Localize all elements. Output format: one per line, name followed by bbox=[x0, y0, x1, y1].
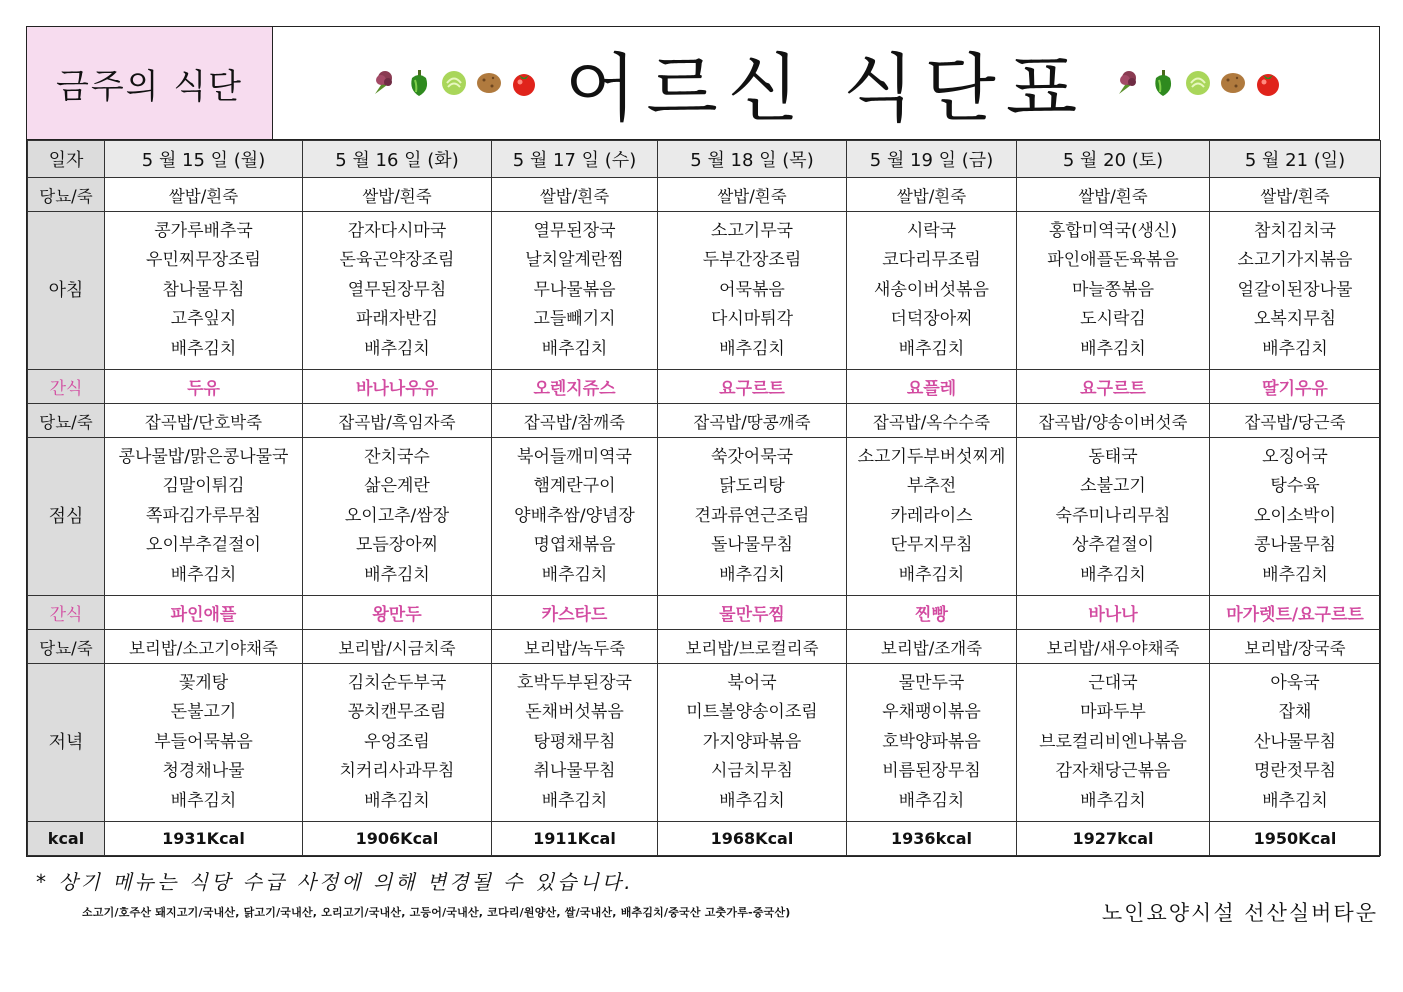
dinner-row bbox=[28, 664, 1381, 822]
dish-item: 가지양파볶음 bbox=[702, 731, 802, 752]
dish-item: 명엽채볶음 bbox=[533, 535, 616, 556]
kcal-cell: 1911Kcal bbox=[492, 822, 658, 856]
dish-item: 아욱국 bbox=[1270, 672, 1320, 693]
dish-item: 돌나물무침 bbox=[710, 535, 794, 556]
kcal-cell: 1931Kcal bbox=[105, 822, 303, 856]
dish-item: 배추김치 bbox=[364, 564, 430, 585]
lunch-row-cell bbox=[658, 438, 847, 596]
origin-text: 소고기/호주산 돼지고기/국내산, 닭고기/국내산, 오리고기/국내산, 고등어/국내산, 코다리/원양산, 쌀/국내산, 배추김치/중국산 고춧가루-중국산) bbox=[82, 906, 791, 919]
lettuce-icon bbox=[1113, 68, 1143, 98]
dish-item: 시락국 bbox=[906, 220, 957, 241]
cabbage-icon bbox=[1183, 68, 1213, 98]
dish-item: 견과류연근조림 bbox=[694, 505, 810, 526]
dish-item: 콩나물무침 bbox=[1253, 535, 1337, 556]
vegetable-group-right bbox=[1113, 68, 1283, 98]
tomato-icon bbox=[509, 68, 539, 98]
snack-cell: 바나나우유 bbox=[303, 370, 492, 404]
kcal-row bbox=[28, 822, 1381, 856]
pepper-icon bbox=[1148, 68, 1178, 98]
dish-item: 배추김치 bbox=[1262, 790, 1328, 811]
dish-item: 무나물볶음 bbox=[533, 279, 616, 300]
dish-item: 북어들깨미역국 bbox=[517, 446, 632, 467]
breakfast-row-cell bbox=[847, 212, 1017, 370]
kcal-row-label: kcal bbox=[28, 822, 105, 856]
dish-item: 배추김치 bbox=[898, 338, 965, 359]
lettuce-icon bbox=[369, 68, 399, 98]
snack-cell: 카스타드 bbox=[492, 596, 658, 630]
breakfast-row-cell bbox=[105, 212, 303, 370]
dish-item: 꽁치캔무조림 bbox=[347, 702, 447, 723]
lunch-row-cell bbox=[847, 438, 1017, 596]
dish-item: 미트볼양송이조림 bbox=[686, 702, 818, 723]
dish-item: 두부간장조림 bbox=[702, 250, 802, 271]
potato-icon bbox=[1218, 68, 1248, 98]
dish-item: 다시마튀각 bbox=[710, 309, 794, 330]
dish-item: 꽃게탕 bbox=[178, 672, 229, 693]
kcal-cell: 1936kcal bbox=[847, 822, 1017, 856]
dish-item: 마늘쫑볶음 bbox=[1071, 279, 1155, 300]
dish-item: 취나물무침 bbox=[533, 761, 616, 782]
snack-cell: 바나나 bbox=[1017, 596, 1210, 630]
kcal-cell: 1927kcal bbox=[1017, 822, 1210, 856]
dish-item: 배추김치 bbox=[541, 790, 608, 811]
snack-cell: 파인애플 bbox=[105, 596, 303, 630]
date-label: 일자 bbox=[28, 141, 105, 178]
title-row bbox=[27, 27, 1379, 140]
dish-item: 소불고기 bbox=[1080, 476, 1146, 497]
afternoon-snack-row bbox=[28, 596, 1381, 630]
lunch-porridge-row-label: 당뇨/죽 bbox=[28, 404, 105, 438]
dish-item: 청경채나물 bbox=[162, 761, 245, 782]
lunch-row bbox=[28, 438, 1381, 596]
dinner-row-label: 저녁 bbox=[28, 664, 105, 822]
breakfast-porridge-row bbox=[28, 178, 1381, 212]
dish-item: 돈채버섯볶음 bbox=[525, 702, 624, 723]
dish-item: 삶은계란 bbox=[364, 476, 430, 497]
breakfast-row-cell bbox=[1017, 212, 1210, 370]
dish-item: 호박양파볶음 bbox=[882, 731, 981, 752]
dish-item: 배추김치 bbox=[1080, 338, 1146, 359]
dish-item: 고추잎지 bbox=[170, 309, 237, 330]
dish-item: 단무지무침 bbox=[890, 535, 973, 556]
menu-sheet bbox=[26, 26, 1380, 857]
breakfast-row-cell bbox=[658, 212, 847, 370]
kcal-cell: 1950Kcal bbox=[1210, 822, 1381, 856]
dish-item: 우채팽이볶음 bbox=[882, 702, 981, 723]
day-header: 5 월 18 일 (목) bbox=[658, 141, 847, 178]
breakfast-row-cell bbox=[303, 212, 492, 370]
dinner-row-cell bbox=[658, 664, 847, 822]
porridge-cell: 잡곡밥/흑임자죽 bbox=[303, 404, 492, 438]
dish-item: 코다리무조림 bbox=[882, 250, 981, 271]
dish-item: 닭도리탕 bbox=[719, 476, 785, 497]
dish-item: 쑥갓어묵국 bbox=[710, 446, 794, 467]
dish-item: 배추김치 bbox=[1262, 564, 1328, 585]
dish-item: 배추김치 bbox=[170, 564, 237, 585]
porridge-cell: 쌀밥/흰죽 bbox=[105, 178, 303, 212]
facility-name: 노인요양시설 선산실버타운 bbox=[1101, 901, 1378, 925]
lunch-porridge-row bbox=[28, 404, 1381, 438]
dish-item: 우민찌무장조림 bbox=[146, 250, 261, 271]
dish-item: 배추김치 bbox=[541, 564, 608, 585]
dish-item: 콩가루배추국 bbox=[154, 220, 253, 241]
porridge-cell: 보리밥/녹두죽 bbox=[492, 630, 658, 664]
snack-cell: 왕만두 bbox=[303, 596, 492, 630]
snack-cell: 요플레 bbox=[847, 370, 1017, 404]
dish-item: 배추김치 bbox=[170, 338, 237, 359]
dish-item: 파래자반김 bbox=[355, 309, 439, 330]
dish-item: 더덕장아찌 bbox=[890, 309, 973, 330]
dish-item: 호박두부된장국 bbox=[517, 672, 632, 693]
morning-snack-row bbox=[28, 370, 1381, 404]
dish-item: 배추김치 bbox=[364, 790, 430, 811]
porridge-cell: 보리밥/브로컬리죽 bbox=[658, 630, 847, 664]
day-header: 5 월 16 일 (화) bbox=[303, 141, 492, 178]
lunch-row-cell bbox=[1210, 438, 1381, 596]
dish-item: 탕평채무침 bbox=[533, 731, 616, 752]
dish-item: 돈육곤약장조림 bbox=[339, 250, 455, 271]
dish-item: 콩나물밥/맑은콩나물국 bbox=[118, 446, 289, 467]
dish-item: 오이부추겉절이 bbox=[146, 535, 261, 556]
dinner-row-cell bbox=[1017, 664, 1210, 822]
lunch-row-cell bbox=[105, 438, 303, 596]
dish-item: 부추전 bbox=[906, 476, 957, 497]
dinner-row-cell bbox=[105, 664, 303, 822]
lunch-row-cell bbox=[1017, 438, 1210, 596]
snack-cell: 찐빵 bbox=[847, 596, 1017, 630]
lunch-row-cell bbox=[492, 438, 658, 596]
porridge-cell: 보리밥/시금치죽 bbox=[303, 630, 492, 664]
cabbage-icon bbox=[439, 68, 469, 98]
dish-item: 잔치국수 bbox=[364, 446, 430, 467]
dish-item: 배추김치 bbox=[1080, 790, 1146, 811]
dinner-row-cell bbox=[847, 664, 1017, 822]
dish-item: 우엉조림 bbox=[364, 731, 430, 752]
dish-item: 명란젓무침 bbox=[1253, 761, 1337, 782]
dinner-porridge-row-label: 당뇨/죽 bbox=[28, 630, 105, 664]
dish-item: 비름된장무침 bbox=[882, 761, 981, 782]
dish-item: 부들어묵볶음 bbox=[154, 731, 253, 752]
snack-cell: 물만두찜 bbox=[658, 596, 847, 630]
dish-item: 시금치무침 bbox=[710, 761, 794, 782]
dish-item: 숙주미나리무침 bbox=[1055, 505, 1171, 526]
dish-item: 양배추쌈/양념장 bbox=[514, 505, 635, 526]
dish-item: 배추김치 bbox=[719, 564, 785, 585]
porridge-cell: 쌀밥/흰죽 bbox=[1210, 178, 1381, 212]
day-header: 5 월 15 일 (월) bbox=[105, 141, 303, 178]
lunch-row-label: 점심 bbox=[28, 438, 105, 596]
week-label: 금주의 식단 bbox=[27, 27, 273, 139]
snack-cell: 딸기우유 bbox=[1210, 370, 1381, 404]
dish-item: 고들빼기지 bbox=[533, 309, 616, 330]
snack-cell: 오렌지쥬스 bbox=[492, 370, 658, 404]
dish-item: 산나물무침 bbox=[1253, 731, 1337, 752]
dish-item: 배추김치 bbox=[364, 338, 430, 359]
breakfast-row-cell bbox=[1210, 212, 1381, 370]
porridge-cell: 쌀밥/흰죽 bbox=[492, 178, 658, 212]
dish-item: 배추김치 bbox=[1262, 338, 1328, 359]
dish-item: 홍합미역국(생신) bbox=[1048, 220, 1178, 241]
porridge-cell: 보리밥/장국죽 bbox=[1210, 630, 1381, 664]
dish-item: 동태국 bbox=[1088, 446, 1138, 467]
dish-item: 오이고추/쌈장 bbox=[344, 505, 450, 526]
dish-item: 근대국 bbox=[1088, 672, 1138, 693]
dish-item: 쪽파김가루무침 bbox=[146, 505, 261, 526]
dish-item: 참나물무침 bbox=[162, 279, 245, 300]
date-header-row bbox=[28, 141, 1381, 178]
porridge-cell: 쌀밥/흰죽 bbox=[303, 178, 492, 212]
dish-item: 배추김치 bbox=[170, 790, 237, 811]
dish-item: 감자다시마국 bbox=[347, 220, 447, 241]
day-header: 5 월 19 일 (금) bbox=[847, 141, 1017, 178]
dish-item: 배추김치 bbox=[898, 790, 965, 811]
dish-item: 김치순두부국 bbox=[347, 672, 447, 693]
snack-cell: 요구르트 bbox=[658, 370, 847, 404]
dish-item: 새송이버섯볶음 bbox=[874, 279, 989, 300]
dish-item: 모듬장아찌 bbox=[355, 535, 439, 556]
porridge-cell: 잡곡밥/옥수수죽 bbox=[847, 404, 1017, 438]
porridge-cell: 보리밥/조개죽 bbox=[847, 630, 1017, 664]
dinner-row-cell bbox=[1210, 664, 1381, 822]
dinner-row-cell bbox=[492, 664, 658, 822]
afternoon-snack-row-label: 간식 bbox=[28, 596, 105, 630]
dish-item: 브로컬리비엔나볶음 bbox=[1039, 731, 1187, 752]
porridge-cell: 쌀밥/흰죽 bbox=[658, 178, 847, 212]
dinner-porridge-row bbox=[28, 630, 1381, 664]
breakfast-row-cell bbox=[492, 212, 658, 370]
dish-item: 물만두국 bbox=[898, 672, 965, 693]
dish-item: 소고기두부버섯찌게 bbox=[857, 446, 1006, 467]
dinner-row-cell bbox=[303, 664, 492, 822]
dish-item: 도시락김 bbox=[1080, 309, 1146, 330]
tomato-icon bbox=[1253, 68, 1283, 98]
porridge-cell: 잡곡밥/양송이버섯죽 bbox=[1017, 404, 1210, 438]
pepper-icon bbox=[404, 68, 434, 98]
breakfast-row-label: 아침 bbox=[28, 212, 105, 370]
vegetable-group-left bbox=[369, 68, 539, 98]
dish-item: 배추김치 bbox=[719, 790, 785, 811]
dish-item: 배추김치 bbox=[541, 338, 608, 359]
day-header: 5 월 17 일 (수) bbox=[492, 141, 658, 178]
dish-item: 오이소박이 bbox=[1253, 505, 1337, 526]
dish-item: 감자채당근볶음 bbox=[1055, 761, 1171, 782]
dish-item: 어묵볶음 bbox=[719, 279, 785, 300]
dish-item: 탕수육 bbox=[1270, 476, 1320, 497]
banner bbox=[273, 27, 1379, 139]
dish-item: 배추김치 bbox=[719, 338, 785, 359]
menu-table bbox=[27, 140, 1381, 856]
dish-item: 날치알계란찜 bbox=[525, 250, 624, 271]
dish-item: 북어국 bbox=[727, 672, 777, 693]
dish-item: 오복지무침 bbox=[1253, 309, 1337, 330]
breakfast-porridge-row-label: 당뇨/죽 bbox=[28, 178, 105, 212]
kcal-cell: 1968Kcal bbox=[658, 822, 847, 856]
snack-cell: 요구르트 bbox=[1017, 370, 1210, 404]
potato-icon bbox=[474, 68, 504, 98]
porridge-cell: 잡곡밥/참깨죽 bbox=[492, 404, 658, 438]
dish-item: 상추겉절이 bbox=[1071, 535, 1155, 556]
porridge-cell: 잡곡밥/단호박죽 bbox=[105, 404, 303, 438]
notice-text: * 상기 메뉴는 식당 수급 사정에 의해 변경될 수 있습니다. bbox=[36, 870, 634, 894]
porridge-cell: 잡곡밥/땅콩깨죽 bbox=[658, 404, 847, 438]
dish-item: 배추김치 bbox=[898, 564, 965, 585]
dish-item: 파인애플돈육볶음 bbox=[1047, 250, 1179, 271]
dish-item: 열무된장무침 bbox=[347, 279, 447, 300]
porridge-cell: 쌀밥/흰죽 bbox=[847, 178, 1017, 212]
dish-item: 배추김치 bbox=[1080, 564, 1146, 585]
dish-item: 오징어국 bbox=[1262, 446, 1328, 467]
dish-item: 김말이튀김 bbox=[162, 476, 245, 497]
dish-item: 소고기가지볶음 bbox=[1237, 250, 1353, 271]
dish-item: 참치김치국 bbox=[1253, 220, 1337, 241]
snack-cell: 마가렛트/요구르트 bbox=[1210, 596, 1381, 630]
morning-snack-row-label: 간식 bbox=[28, 370, 105, 404]
dish-item: 돈불고기 bbox=[170, 702, 237, 723]
day-header: 5 월 21 (일) bbox=[1210, 141, 1381, 178]
breakfast-row bbox=[28, 212, 1381, 370]
porridge-cell: 보리밥/새우야채죽 bbox=[1017, 630, 1210, 664]
dish-item: 치커리사과무침 bbox=[339, 761, 455, 782]
kcal-cell: 1906Kcal bbox=[303, 822, 492, 856]
dish-item: 햄계란구이 bbox=[533, 476, 616, 497]
dish-item: 마파두부 bbox=[1080, 702, 1146, 723]
porridge-cell: 잡곡밥/당근죽 bbox=[1210, 404, 1381, 438]
dish-item: 얼갈이된장나물 bbox=[1237, 279, 1353, 300]
snack-cell: 두유 bbox=[105, 370, 303, 404]
dish-item: 카레라이스 bbox=[890, 505, 973, 526]
dish-item: 잡채 bbox=[1278, 702, 1312, 723]
dish-item: 열무된장국 bbox=[533, 220, 616, 241]
porridge-cell: 쌀밥/흰죽 bbox=[1017, 178, 1210, 212]
page-title: 어르신 식단표 bbox=[564, 46, 1088, 132]
lunch-row-cell bbox=[303, 438, 492, 596]
porridge-cell: 보리밥/소고기야채죽 bbox=[105, 630, 303, 664]
dish-item: 소고기무국 bbox=[710, 220, 794, 241]
day-header: 5 월 20 (토) bbox=[1017, 141, 1210, 178]
